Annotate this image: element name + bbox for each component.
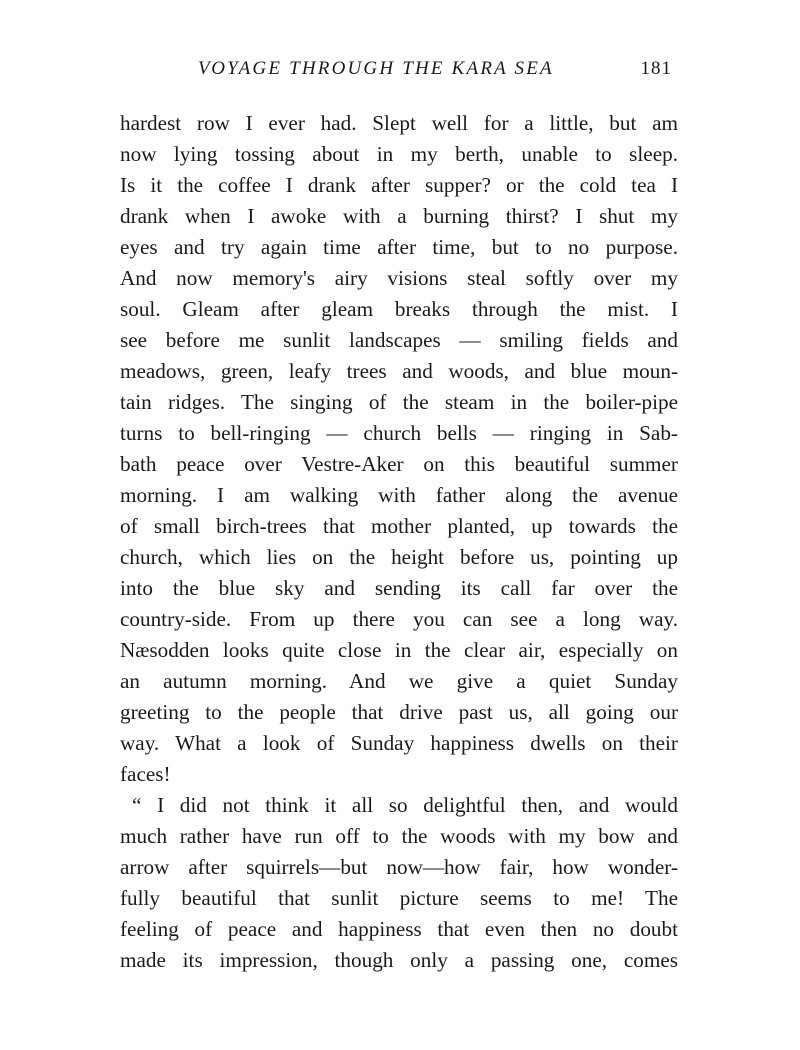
text-line: greeting to the people that drive past us, all going our (120, 700, 678, 724)
text-line: turns to bell-ringing — church bells — ringing in Sab- (120, 421, 678, 445)
text-line: into the blue sky and sending its call far over the (120, 576, 678, 600)
paragraph-1 (120, 108, 678, 790)
body-text (120, 108, 678, 976)
text-line: Is it the coffee I drank after supper? or the cold tea I (120, 173, 678, 197)
text-line: fully beautiful that sunlit picture seems to me! The (120, 886, 678, 910)
text-line: made its impression, though only a passing one, comes (120, 948, 678, 972)
text-line: now lying tossing about in my berth, unable to sleep. (120, 142, 678, 166)
paragraph-2 (120, 790, 678, 976)
text-line: eyes and try again time after time, but to no purpose. (120, 235, 678, 259)
text-line: an autumn morning. And we give a quiet Sunday (120, 669, 678, 693)
text-line: soul. Gleam after gleam breaks through the mist. I (120, 297, 678, 321)
text-line: faces! (120, 762, 171, 786)
text-line: And now memory's airy visions steal softly over my (120, 266, 678, 290)
text-line: country-side. From up there you can see a long way. (120, 607, 678, 631)
page-number: 181 (640, 58, 672, 79)
text-line: tain ridges. The singing of the steam in the boiler-pipe (120, 390, 678, 414)
running-head (120, 58, 680, 88)
text-line: arrow after squirrels—but now—how fair, how wonder- (120, 855, 678, 879)
text-line: of small birch-trees that mother planted, up towards the (120, 514, 678, 538)
text-line: Næsodden looks quite close in the clear air, especially on (120, 638, 678, 662)
text-line: see before me sunlit landscapes — smiling fields and (120, 328, 678, 352)
text-line: drank when I awoke with a burning thirst? I shut my (120, 204, 678, 228)
text-line: “ I did not think it all so delightful then, and would (132, 793, 678, 817)
text-line: church, which lies on the height before us, pointing up (120, 545, 678, 569)
text-line: meadows, green, leafy trees and woods, and blue moun- (120, 359, 678, 383)
text-line: much rather have run off to the woods with my bow and (120, 824, 678, 848)
running-title: VOYAGE THROUGH THE KARA SEA (198, 58, 554, 79)
text-line: feeling of peace and happiness that even then no doubt (120, 917, 678, 941)
text-line: way. What a look of Sunday happiness dwells on their (120, 731, 678, 755)
text-line: hardest row I ever had. Slept well for a little, but am (120, 111, 678, 135)
text-line: bath peace over Vestre-Aker on this beautiful summer (120, 452, 678, 476)
text-line: morning. I am walking with father along the avenue (120, 483, 678, 507)
